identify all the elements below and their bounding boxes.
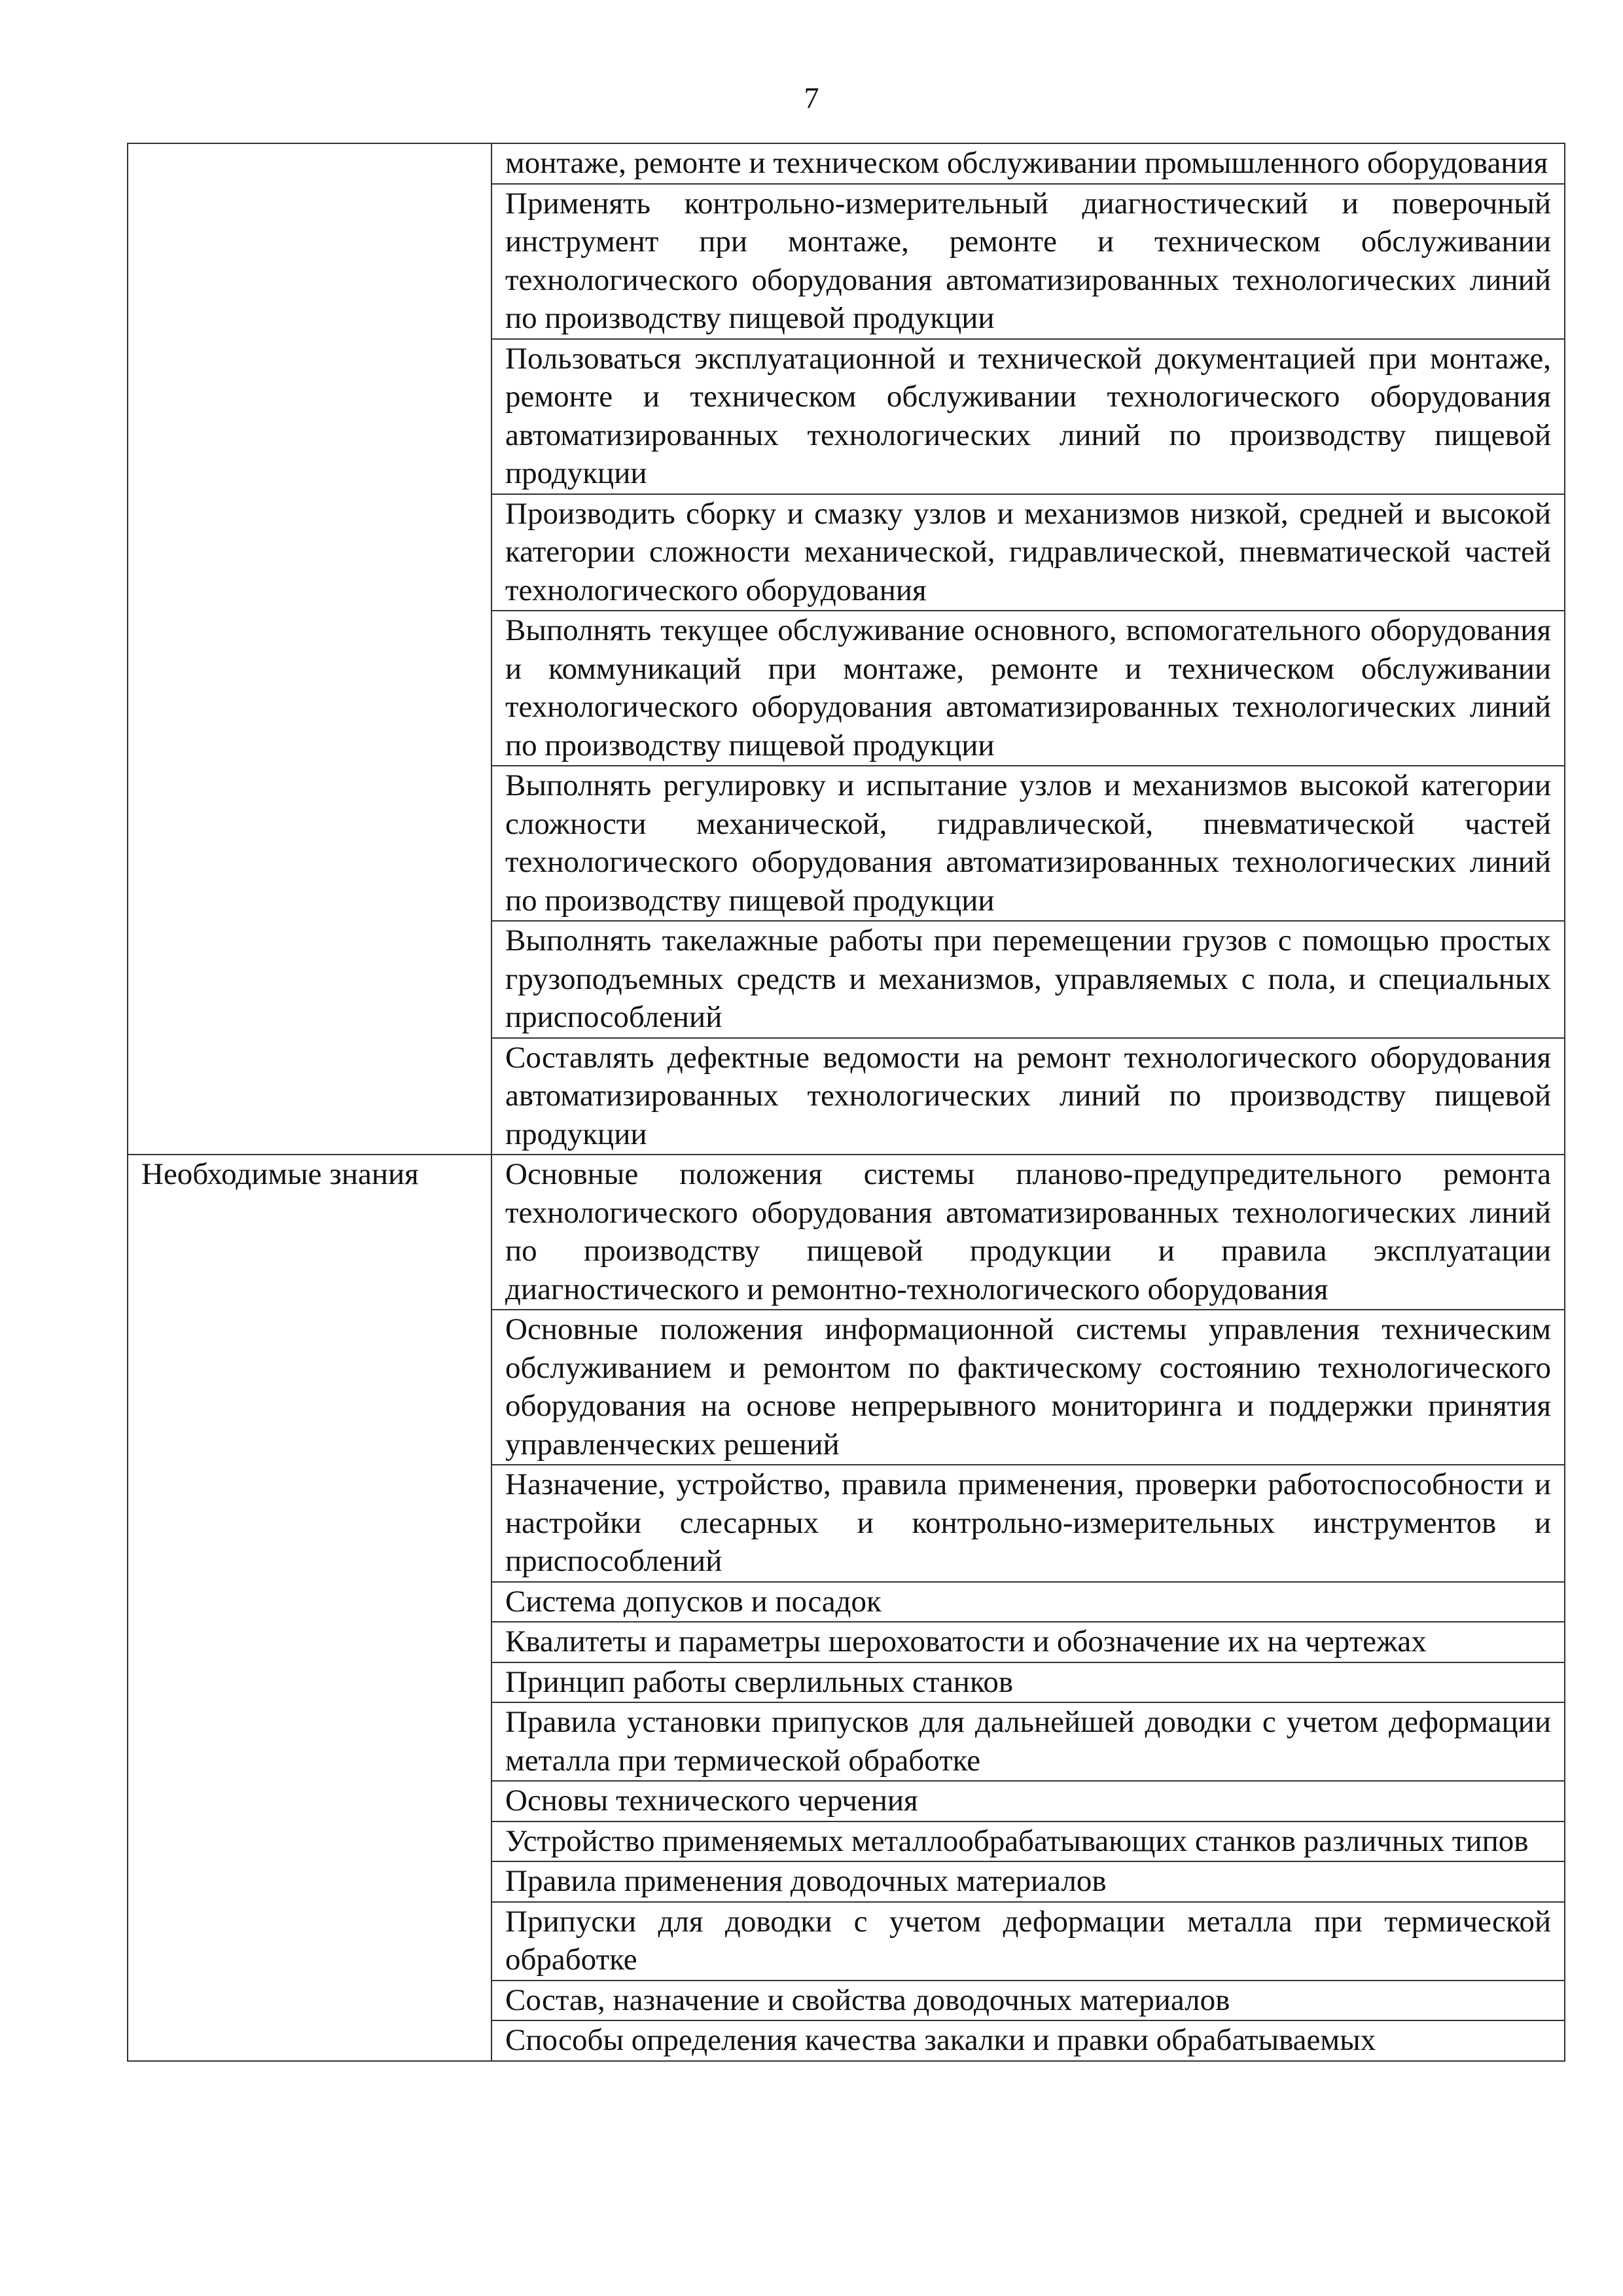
knowledge-item: Правила применения доводочных материалов (491, 1861, 1565, 1902)
knowledge-item: Назначение, устройство, правила применения, проверки работоспособности и настройки слесарных и контрольно-измерительных инструментов и приспособлений (491, 1465, 1565, 1582)
skill-item: Пользоваться эксплуатационной и технической документацией при монтаже, ремонте и техническом обслуживании технологического оборудования автоматизированных технологических линий по производству пищевой продукции (491, 339, 1565, 494)
knowledge-item: Квалитеты и параметры шероховатости и обозначение их на чертежах (491, 1622, 1565, 1662)
knowledge-item: Способы определения качества закалки и правки обрабатываемых (491, 2020, 1565, 2061)
page-number: 7 (804, 81, 819, 115)
skill-item: монтаже, ремонте и техническом обслуживании промышленного оборудования (491, 143, 1565, 184)
skill-item: Применять контрольно-измерительный диагностический и поверочный инструмент при монтаже, ремонте и техническом обслуживании технологического оборудования автоматизированных технологических линий по производству пищевой продукции (491, 184, 1565, 339)
knowledge-item: Состав, назначение и свойства доводочных материалов (491, 1981, 1565, 2021)
skill-item: Производить сборку и смазку узлов и механизмов низкой, средней и высокой категории сложности механической, гидравлической, пневматической частей технологического оборудования (491, 494, 1565, 611)
knowledge-item: Припуски для доводки с учетом деформации металла при термической обработке (491, 1902, 1565, 1981)
table-row (128, 143, 1565, 184)
skill-item: Выполнять текущее обслуживание основного, вспомогательного оборудования и коммуникаций при монтаже, ремонте и техническом обслуживании технологического оборудования автоматизированных технологических линий по производству пищевой продукции (491, 611, 1565, 766)
knowledge-item: Принцип работы сверлильных станков (491, 1662, 1565, 1703)
table-row (128, 1155, 1565, 1310)
skill-item: Выполнять такелажные работы при перемещении грузов с помощью простых грузоподъемных средств и механизмов, управляемых с пола, и специальных приспособлений (491, 921, 1565, 1038)
knowledge-item: Устройство применяемых металлообрабатывающих станков различных типов (491, 1821, 1565, 1862)
knowledge-item: Основы технического черчения (491, 1781, 1565, 1821)
knowledge-item: Основные положения системы планово-предупредительного ремонта технологического оборудования автоматизированных технологических линий по производству пищевой продукции и правила эксплуатации диагностического и ремонтно-технологического оборудования (491, 1155, 1565, 1310)
knowledge-item: Правила установки припусков для дальнейшей доводки с учетом деформации металла при термической обработке (491, 1702, 1565, 1781)
requirements-table (127, 143, 1565, 2062)
knowledge-label-cell: Необходимые знания (128, 1155, 491, 2061)
knowledge-item: Основные положения информационной системы управления техническим обслуживанием и ремонтом по фактическому состоянию технологического оборудования на основе непрерывного мониторинга и поддержки принятия управленческих решений (491, 1310, 1565, 1465)
knowledge-item: Система допусков и посадок (491, 1582, 1565, 1623)
skills-label-cell (128, 143, 491, 1155)
skill-item: Составлять дефектные ведомости на ремонт технологического оборудования автоматизированных технологических линий по производству пищевой продукции (491, 1038, 1565, 1155)
skill-item: Выполнять регулировку и испытание узлов и механизмов высокой категории сложности механической, гидравлической, пневматической частей технологического оборудования автоматизированных технологических линий по производству пищевой продукции (491, 766, 1565, 921)
